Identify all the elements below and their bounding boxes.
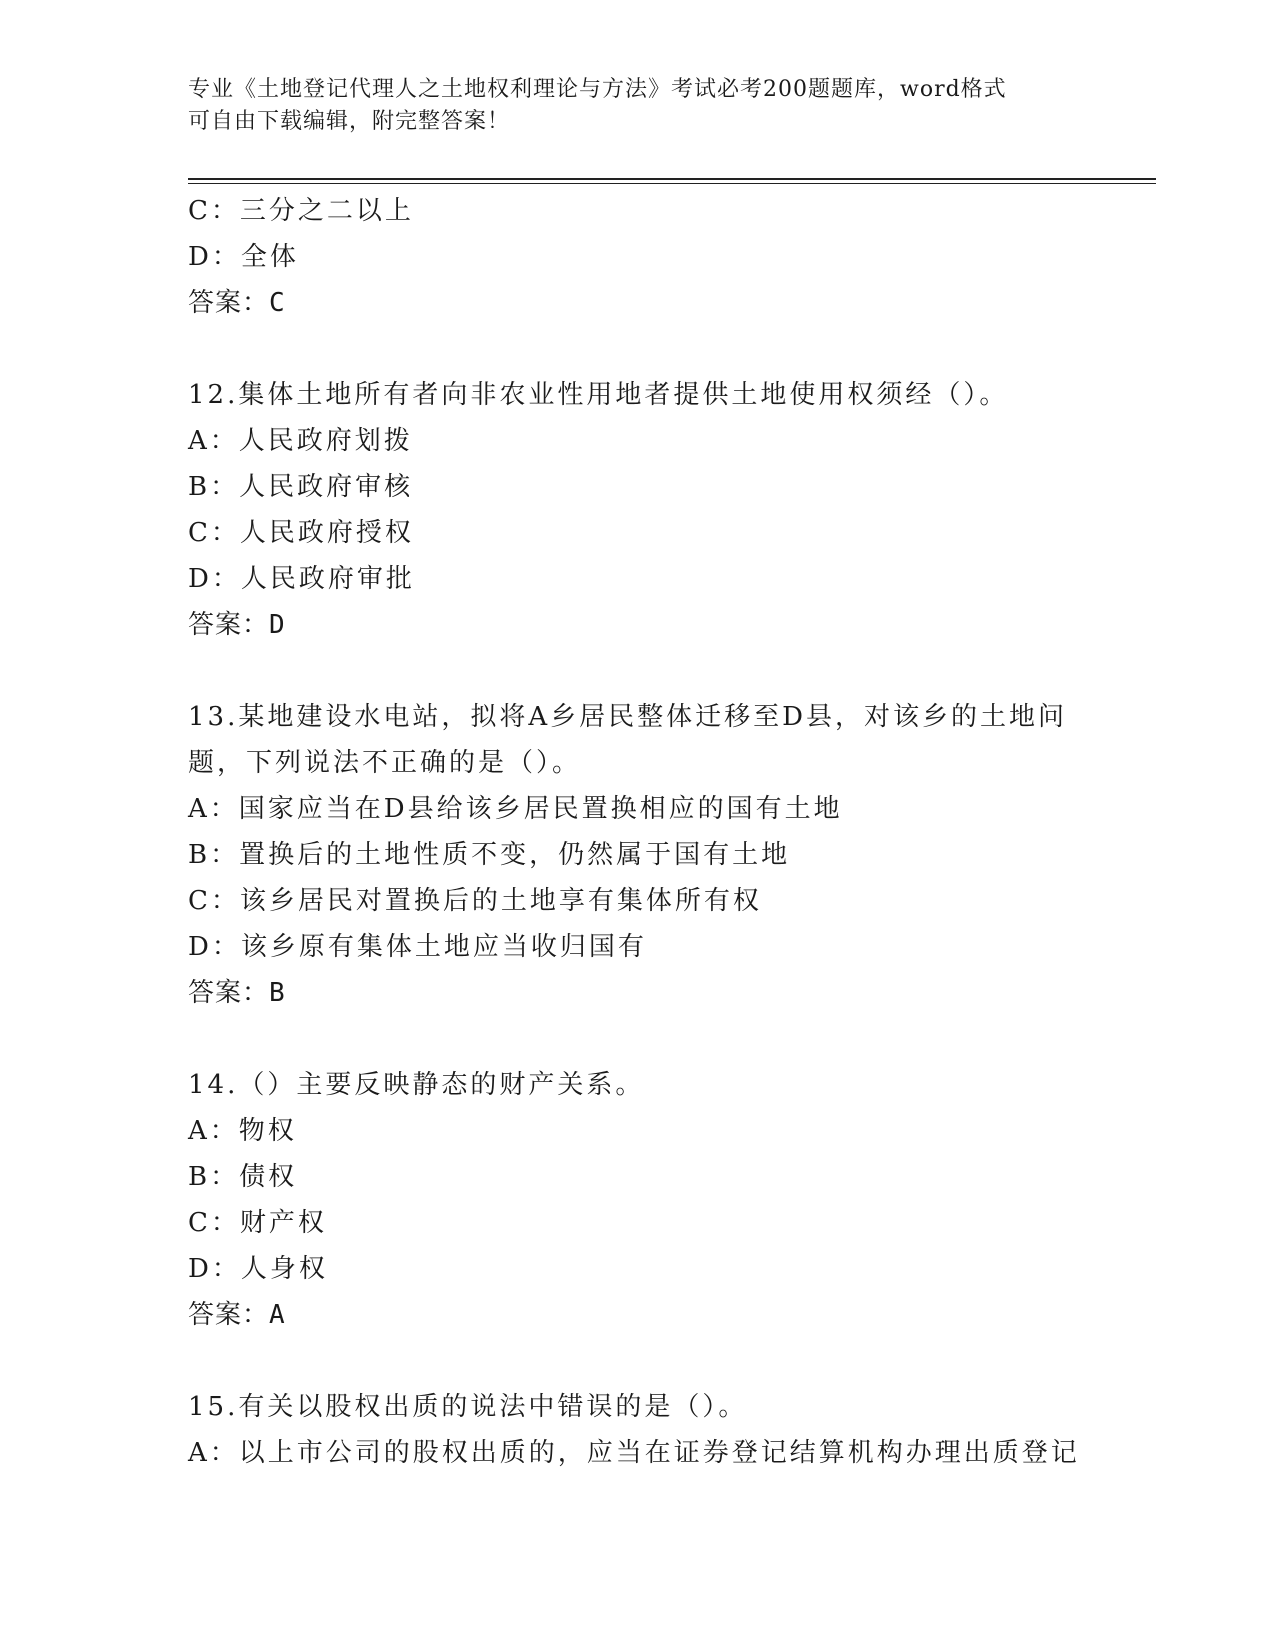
answer-value: D: [269, 610, 286, 640]
option-a: A：物权: [188, 1116, 297, 1146]
answer-line: [188, 970, 1148, 1016]
option-c: C：财产权: [188, 1208, 327, 1238]
option-a: A：以上市公司的股权出质的，应当在证券登记结算机构办理出质登记: [188, 1438, 1080, 1468]
option-c: C：人民政府授权: [188, 518, 414, 548]
answer-value: B: [269, 978, 286, 1008]
question-stem-continued: 题，下列说法不正确的是（）。: [188, 748, 582, 778]
option-d: D：人身权: [188, 1254, 328, 1284]
option-b: B：置换后的土地性质不变，仍然属于国有土地: [188, 840, 791, 870]
answer-line: [188, 602, 1148, 648]
document-header: [188, 74, 1068, 138]
answer-label: 答案：: [188, 288, 270, 318]
question-stem: 14.（）主要反映静态的财产关系。: [188, 1070, 645, 1100]
answer-label: 答案：: [188, 978, 270, 1008]
option-a: A：人民政府划拨: [188, 426, 413, 456]
question-block-14: [188, 1062, 1148, 1338]
question-stem: 12.集体土地所有者向非农业性用地者提供土地使用权须经（）。: [188, 380, 1009, 410]
option-d: D：人民政府审批: [188, 564, 415, 594]
answer-value: A: [269, 1300, 286, 1330]
question-block-12: [188, 372, 1148, 648]
question-block-15: [188, 1384, 1148, 1476]
option-a: A：国家应当在D县给该乡居民置换相应的国有土地: [188, 794, 843, 824]
answer-label: 答案：: [188, 610, 270, 640]
option-c: C：三分之二以上: [188, 196, 414, 226]
answer-label: 答案：: [188, 1300, 270, 1330]
header-rule-thick: [188, 178, 1156, 180]
question-block-13: [188, 694, 1148, 1016]
document-content: [188, 188, 1148, 1476]
option-c: C：该乡居民对置换后的土地享有集体所有权: [188, 886, 762, 916]
question-stem: 15.有关以股权出质的说法中错误的是（）。: [188, 1392, 748, 1422]
answer-line: [188, 280, 1148, 326]
option-d: D：该乡原有集体土地应当收归国有: [188, 932, 647, 962]
header-line-2: 可自由下载编辑，附完整答案！: [188, 109, 511, 134]
header-line-1: 专业《土地登记代理人之土地权利理论与方法》考试必考200题题库，word格式: [188, 77, 1007, 102]
option-b: B：人民政府审核: [188, 472, 414, 502]
option-b: B：债权: [188, 1162, 298, 1192]
answer-value: C: [269, 288, 286, 318]
answer-line: [188, 1292, 1148, 1338]
option-d: D：全体: [188, 242, 299, 272]
question-block-prev: [188, 188, 1148, 326]
header-rule-thin: [188, 183, 1156, 184]
question-stem: 13.某地建设水电站，拟将A乡居民整体迁移至D县，对该乡的土地问: [188, 702, 1067, 732]
